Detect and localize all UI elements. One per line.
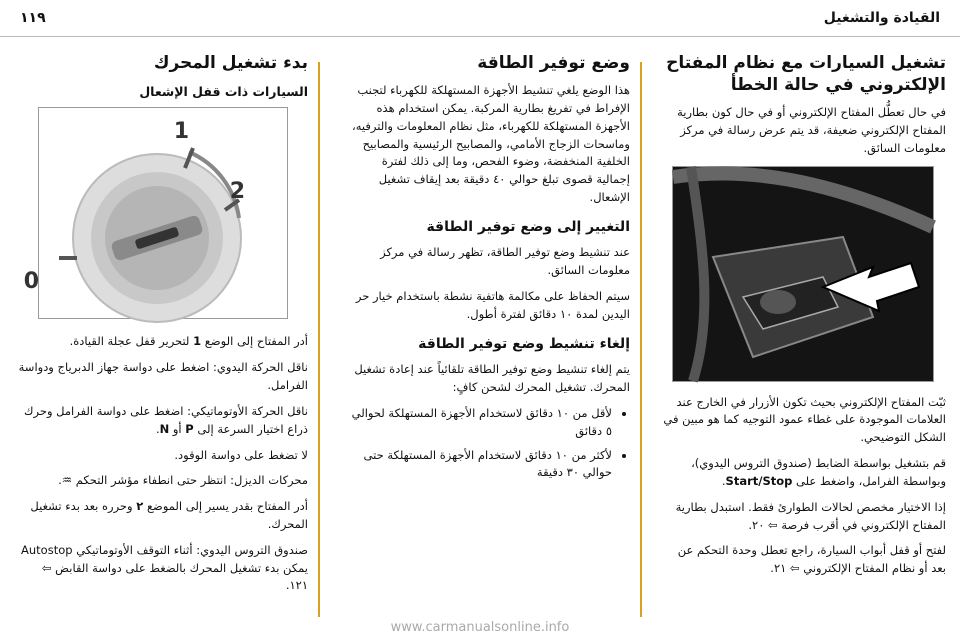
figure-steering-column (672, 166, 934, 382)
section-title: القيادة والتشغيل (823, 10, 940, 27)
heading-keyless-fault: تشغيل السيارات مع نظام المفتاح الإلكتروني في حالة الخطأ (666, 53, 946, 96)
paragraph: محركات الديزل: انتظر حتى انطفاء مؤشر التحكم ♒. (58, 473, 308, 488)
text-run: ناقل الحركة الأوتوماتيكي: اضغط على دواسة الفرامل وحرك ذراع اختيار السرعة إلى (24, 403, 308, 436)
subheading-ignition-lock: السيارات ذات قفل الإشعال (139, 84, 308, 100)
column-middle (345, 48, 630, 488)
heading-start-engine: بدء تشغيل المحرك (153, 53, 308, 73)
paragraph: إذا الاختيار مخصص لحالات الطوارئ فقط. استبدل بطارية المفتاح الإلكتروني في أقرب فرصة ⇦ ٢٠. (675, 499, 946, 532)
dial-label-2: 2 (229, 179, 245, 205)
subheading-switch-to-power-saving: التغيير إلى وضع توفير الطاقة (426, 218, 630, 235)
gear-p: P (185, 421, 194, 436)
column-left (18, 48, 308, 603)
paragraph: لفتح أو قفل أبواب السيارة، راجع تعطل وحدة التحكم عن بعد أو نظام المفتاح الإلكتروني ⇦ ٢١. (677, 543, 946, 576)
paragraph: سيتم الحفاظ على مكالمة هاتفية نشطة باستخدام خيار حر اليدين لمدة ١٠ دقائق لفترة أطول. (355, 289, 630, 321)
text-run: أدر المفتاح إلى الوضع (204, 334, 308, 349)
text-run: وحرره بعد بدء تشغيل المحرك. (30, 499, 308, 531)
header-rule (0, 36, 960, 37)
steering-column-illustration (673, 167, 933, 381)
position-number: 1 (193, 334, 202, 349)
button-name-start-stop: Start/Stop (725, 473, 793, 488)
paragraph: ناقل الحركة اليدوي: اضغط على دواسة جهاز الدبرياج ودواسة الفرامل. (18, 360, 308, 393)
page-number: ١١٩ (20, 10, 46, 27)
text-run: أو (172, 421, 182, 436)
paragraph: ثبّت المفتاح الإلكتروني بحيث تكون الأزرار في الخارج عند العلامات الموجودة على غطاء عمود التوجيه كما هو مبين في الشكل التوضيحي. (663, 394, 946, 445)
column-divider (640, 62, 642, 617)
footer-watermark: www.carmanualsonline.info (390, 619, 570, 635)
paragraph: لا تضغط على دواسة الوقود. (174, 447, 308, 462)
paragraph: قم بتشغيل بواسطة الضابط (صندوق التروس اليدوي)، وبواسطة الفرامل، واضغط على Start/Stop. (691, 456, 946, 488)
ignition-dial-illustration (23, 108, 287, 318)
subheading-deactivate-power-saving: إلغاء تنشيط وضع توفير الطاقة (418, 335, 630, 352)
paragraph (18, 333, 308, 351)
bullet-list (345, 405, 630, 482)
dial-label-1: 1 (173, 119, 189, 145)
paragraph: ناقل الحركة الأوتوماتيكي: اضغط على دواسة الفرامل وحرك ذراع اختيار السرعة إلى P أو N. (24, 403, 308, 436)
text-run: لتحرير قفل عجلة القيادة. (69, 334, 190, 349)
text-run: أدر المفتاح بقدر يسير إلى الموضع (146, 499, 308, 514)
dial-label-0: 0 (23, 269, 39, 295)
column-right (661, 48, 946, 586)
paragraph: عند تنشيط وضع توفير الطاقة، تظهر رسالة في مركز معلومات السائق. (380, 245, 630, 278)
paragraph: يتم إلغاء تنشيط وضع توفير الطاقة تلقائياً عند إعادة تشغيل المحرك. تشغيل المحرك لشحن كافٍ: (354, 362, 630, 395)
heading-power-saving: وضع توفير الطاقة (477, 53, 630, 73)
paragraph: صندوق التروس اليدوي: أثناء التوقف الأوتوماتيكي Autostop يمكن بدء تشغيل المحرك بالضغط على دواسة القابض ⇦ ١٢١. (21, 542, 308, 593)
figure-ignition-dial (23, 107, 288, 319)
column-divider (318, 62, 320, 617)
gear-n: N (159, 421, 170, 436)
position-number: ٢ (136, 499, 144, 514)
list-item: • لأقل من ١٠ دقائق لاستخدام الأجهزة المستهلكة لحوالي ٥ دقائق (345, 405, 612, 441)
list-item: • لأكثر من ١٠ دقائق لاستخدام الأجهزة المستهلكة حتى حوالي ٣٠ دقيقة (345, 447, 612, 483)
page-header (20, 6, 940, 32)
paragraph: هذا الوضع يلغي تنشيط الأجهزة المستهلكة للكهرباء لتجنب الإفراط في تفريغ بطارية المركبة. يمكن استخدام هذه الأجهزة المستهلكة للكهرباء، مثل نظام المعلومات والترفيه، وماسحات الزجاج الأمامي، والمصابيح الرئيسية والمصابيح الخلفية المنخفضة، وضوء الفحص، وما إلى ذلك لفترة إجمالية قصوى تبلغ حوالي ٤٠ دقيقة بعد إيقاف تشغيل الإشعال. (352, 83, 630, 204)
text-run: قم بتشغيل بواسطة الضابط (صندوق التروس اليدوي)، وبواسطة الفرامل، واضغط على (691, 456, 946, 488)
paragraph (18, 498, 308, 534)
paragraph: في حال تعطُّل المفتاح الإلكتروني أو في حال كون بطارية المفتاح الإلكتروني ضعيفة، قد يتم عرض رسالة في مركز معلومات السائق. (677, 105, 946, 155)
